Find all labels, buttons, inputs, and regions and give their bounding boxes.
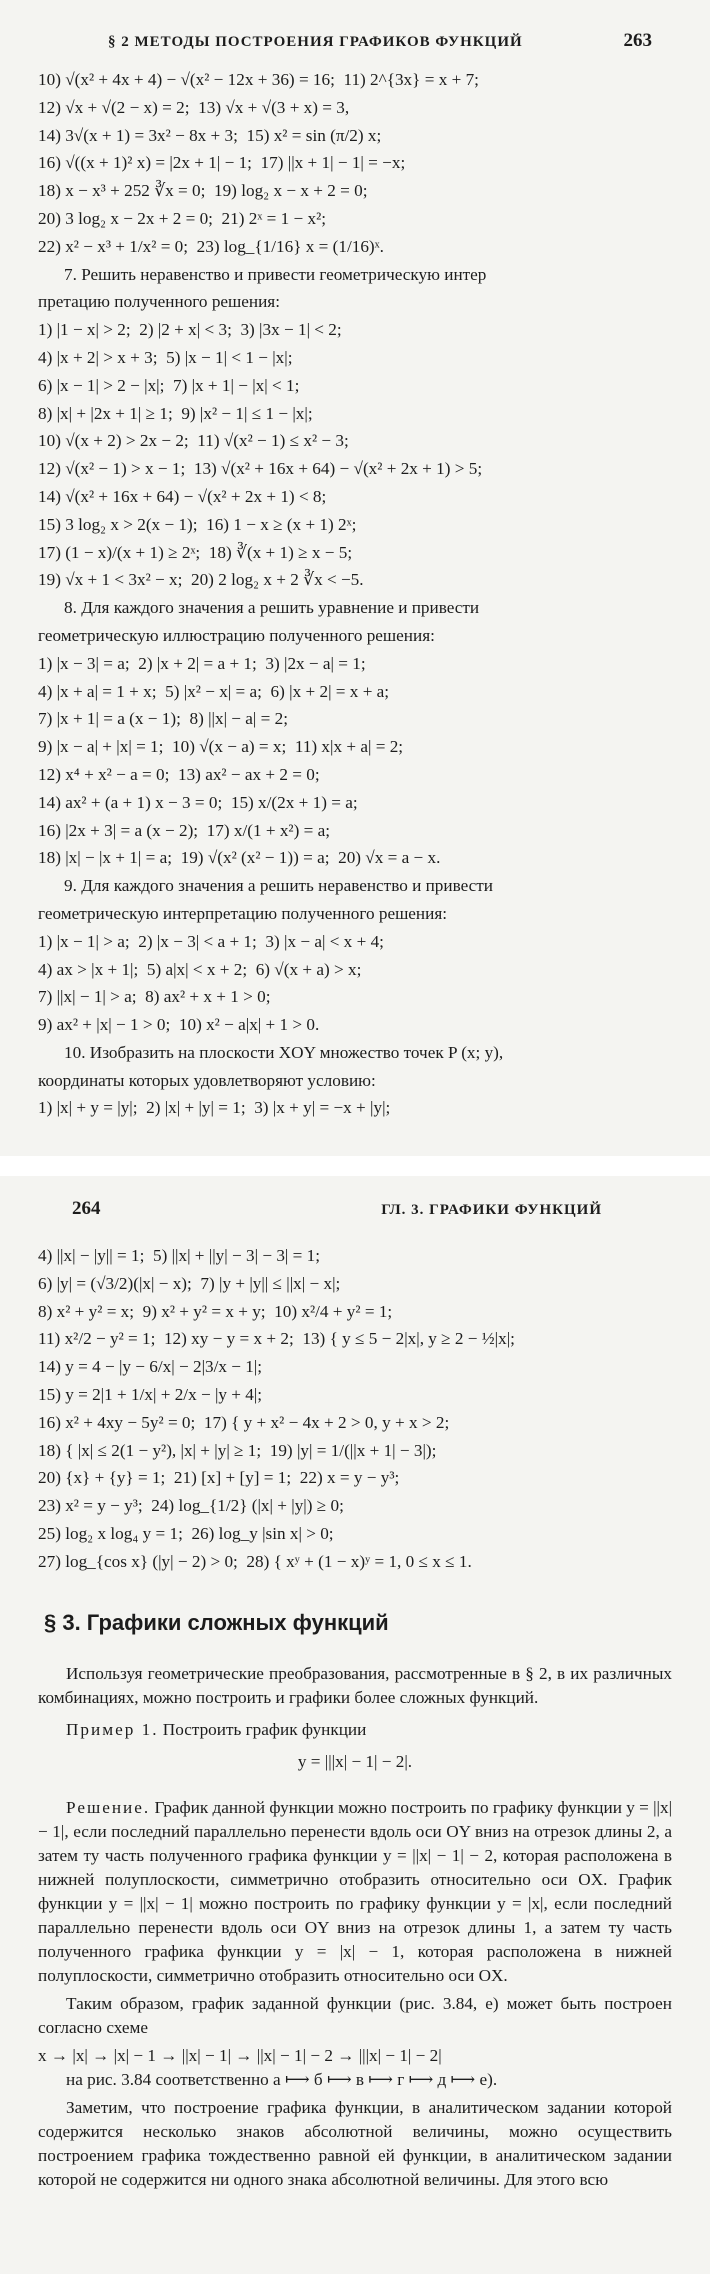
exercise-line: 15) 3 log₂ x > 2(x − 1); 16) 1 − x ≥ (x + 1) 2ˣ; (38, 514, 357, 534)
exercise-line: 10) √(x² + 4x + 4) − √(x² − 12x + 36) = 16; 11) 2^{3x} = x + 7; (38, 70, 479, 89)
section-heading: § 3. Графики сложных функций (44, 1609, 389, 1635)
exercise-line: 8) x² + y² = x; 9) x² + y² = x + y; 10) x²/4 + y² = 1; (38, 1301, 393, 1321)
exercise-line: 14) ax² + (a + 1) x − 3 = 0; 15) x/(2x + 1) = a; (38, 792, 358, 812)
exercise-line: 20) 3 log₂ x − 2x + 2 = 0; 21) 2ˣ = 1 − x²; (38, 208, 327, 228)
exercise-line: 25) log₂ x log₄ y = 1; 26) log_y |sin x| > 0; (38, 1523, 334, 1543)
exercise-line: 7) ||x| − 1| > a; 8) ax² + x + 1 > 0; (38, 987, 271, 1007)
example-text: Построить график функции (162, 1719, 367, 1739)
exercise-line: 23) x² = y − y³; 24) log_{1/2} (|x| + |y|) ≥ 0; (38, 1496, 344, 1516)
exercise-line: 18) x − x³ + 252 ∛x = 0; 19) log₂ x − x + 2 = 0; (38, 181, 368, 201)
solution-text: График данной функции можно построить по графику функции y = ||x| − 1|, если последний параллельно перенести вдоль оси OY вниз на отрезок длины 2, а затем ту часть полученного графика функции y = ||x| − 1| − 2, которая расположена в нижней полуплоскости, симметрично отобразить относительно оси OX. График функции y = ||x| − 1| можно построить по графику функции y = |x|, если последний параллельно перенести вдоль оси OY вниз на отрезок длины 1, а затем ту часть полученного графика функции y = |x| − 1, которая расположена в нижней полуплоскости, симметрично отобразить относительно оси OX. (38, 1797, 673, 1985)
exercise-line: 18) |x| − |x + 1| = a; 19) √(x² (x² − 1)) = a; 20) √x = a − x. (38, 848, 441, 868)
page-number: 263 (623, 30, 652, 51)
exercise-line: 9) |x − a| + |x| = 1; 10) √(x − a) = x; 11) x|x + a| = 2; (38, 737, 404, 757)
exercise-line: 4) ax > |x + 1|; 5) a|x| < x + 2; 6) √(x + a) > x; (38, 959, 362, 979)
exercise-line: 6) |y| = (√3/2)(|x| − x); 7) |y + |y|| ≤ ||x| − x|; (38, 1273, 341, 1293)
exercise-line: 7. Решить неравенство и привести геометрическую интер (64, 264, 487, 284)
exercise-line: 15) y = 2|1 + 1/x| + 2/x − |y + 4|; (38, 1384, 263, 1404)
exercise-line: 12) √(x² − 1) > x − 1; 13) √(x² + 16x + 64) − √(x² + 2x + 1) > 5; (38, 459, 483, 479)
solution-paragraph (38, 1796, 672, 1988)
thus-paragraph: Таким образом, график заданной функции (рис. 3.84, е) может быть построен согласно схеме (38, 1993, 672, 2037)
closing-paragraph: Заметим, что построение графика функции, в аналитическом задании которой содержится несколько знаков абсолютной величины, можно осуществить построением графика тождественно равной ей функции, в аналитическом задании которой не содержится ни одного знака абсолютной величины. Для этого всю (38, 2097, 672, 2189)
exercise-list (38, 1242, 672, 1576)
exercise-line: 17) (1 − x)/(x + 1) ≥ 2ˣ; 18) ∛(x + 1) ≥ x − 5; (38, 542, 353, 562)
page-number: 264 (72, 1198, 101, 1219)
exercise-line: 12) √x + √(2 − x) = 2; 13) √x + √(3 + x) = 3, (38, 97, 350, 117)
exercise-line: 1) |1 − x| > 2; 2) |2 + x| < 3; 3) |3x − 1| < 2; (38, 320, 342, 340)
exercise-line: 27) log_{cos x} (|y| − 2) > 0; 28) { xʸ + (1 − x)ʸ = 1, 0 ≤ x ≤ 1. (38, 1551, 472, 1571)
exercise-line: 4) ||x| − |y|| = 1; 5) ||x| + ||y| − 3| − 3| = 1; (38, 1246, 321, 1265)
scheme: x → |x| → |x| − 1 → ||x| − 1| → ||x| − 1| − 2 → |||x| − 1| − 2| (38, 2045, 442, 2065)
exercise-line: 9) ax² + |x| − 1 > 0; 10) x² − a|x| + 1 > 0. (38, 1015, 320, 1035)
exercise-line: 8) |x| + |2x + 1| ≥ 1; 9) |x² − 1| ≤ 1 − |x|; (38, 403, 313, 423)
exercise-line: 14) √(x² + 16x + 64) − √(x² + 2x + 1) < 8; (38, 486, 327, 506)
scheme-reference: на рис. 3.84 соответственно a ⟼ б ⟼ в ⟼ г ⟼ д ⟼ е). (66, 2069, 498, 2089)
exercise-line: 20) {x} + {y} = 1; 21) [x] + [y] = 1; 22) x = y − y³; (38, 1468, 400, 1488)
exercise-line: 1) |x| + y = |y|; 2) |x| + |y| = 1; 3) |x + y| = −x + |y|; (38, 1098, 391, 1118)
exercise-line: 14) 3√(x + 1) = 3x² − 8x + 3; 15) x² = sin (π/2) x; (38, 125, 382, 145)
exercise-line: 1) |x − 1| > a; 2) |x − 3| < a + 1; 3) |x − a| < x + 4; (38, 931, 384, 951)
exercise-list (38, 66, 672, 1122)
exercise-line: 6) |x − 1| > 2 − |x|; 7) |x + 1| − |x| < 1; (38, 375, 300, 395)
exercise-line: 16) x² + 4xy − 5y² = 0; 17) { y + x² − 4x + 2 > 0, y + x > 2; (38, 1412, 450, 1432)
running-title: § 2 МЕТОДЫ ПОСТРОЕНИЯ ГРАФИКОВ ФУНКЦИЙ (108, 34, 523, 50)
exercise-line: 4) |x + a| = 1 + x; 5) |x² − x| = a; 6) |x + 2| = x + a; (38, 681, 390, 701)
page-264 (0, 1176, 710, 2274)
exercise-line: геометрическую иллюстрацию полученного решения: (38, 625, 435, 645)
solution-label: Решение. (66, 1797, 151, 1817)
exercise-line: 22) x² − x³ + 1/x² = 0; 23) log_{1/16} x = (1/16)ˣ. (38, 236, 384, 256)
running-head (108, 30, 652, 52)
exercise-line: геометрическую интерпретацию полученного решения: (38, 903, 448, 923)
exercise-line: 8. Для каждого значения a решить уравнение и привести (64, 598, 480, 618)
example-formula: y = |||x| − 1| − 2|. (297, 1751, 413, 1771)
example-line (38, 1718, 672, 1742)
example-label: Пример 1. (66, 1719, 159, 1739)
intro-paragraph: Используя геометрические преобразования, рассмотренные в § 2, в их различных комбинациях, можно построить и графики более сложных функций. (38, 1663, 672, 1707)
exercise-line: 19) √x + 1 < 3x² − x; 20) 2 log₂ x + 2 ∛x < −5. (38, 570, 364, 590)
exercise-line: 9. Для каждого значения a решить неравенство и привести (64, 876, 493, 896)
exercise-line: 18) { |x| ≤ 2(1 − y²), |x| + |y| ≥ 1; 19) |y| = 1/(||x + 1| − 3|); (38, 1440, 437, 1460)
running-head (72, 1198, 602, 1220)
exercise-line: координаты которых удовлетворяют условию: (38, 1070, 376, 1090)
exercise-line: претацию полученного решения: (38, 292, 280, 312)
exercise-line: 10) √(x + 2) > 2x − 2; 11) √(x² − 1) ≤ x² − 3; (38, 431, 349, 451)
exercise-line: 16) |2x + 3| = a (x − 2); 17) x/(1 + x²) = a; (38, 820, 331, 840)
exercise-line: 16) √((x + 1)² x) = |2x + 1| − 1; 17) ||x + 1| − 1| = −x; (38, 153, 406, 173)
exercise-line: 12) x⁴ + x² − a = 0; 13) ax² − ax + 2 = 0; (38, 764, 320, 784)
running-title: ГЛ. 3. ГРАФИКИ ФУНКЦИЙ (381, 1202, 602, 1218)
exercise-line: 7) |x + 1| = a (x − 1); 8) ||x| − a| = 2; (38, 709, 289, 729)
exercise-line: 11) x²/2 − y² = 1; 12) xy − y = x + 2; 13) { y ≤ 5 − 2|x|, y ≥ 2 − ½|x|; (38, 1329, 515, 1349)
exercise-line: 4) |x + 2| > x + 3; 5) |x − 1| < 1 − |x|; (38, 347, 293, 367)
exercise-line: 1) |x − 3| = a; 2) |x + 2| = a + 1; 3) |2x − a| = 1; (38, 653, 366, 673)
exercise-line: 14) y = 4 − |y − 6/x| − 2|3/x − 1|; (38, 1357, 263, 1377)
exercise-line: 10. Изобразить на плоскости XOY множество точек P (x; y), (64, 1042, 504, 1062)
